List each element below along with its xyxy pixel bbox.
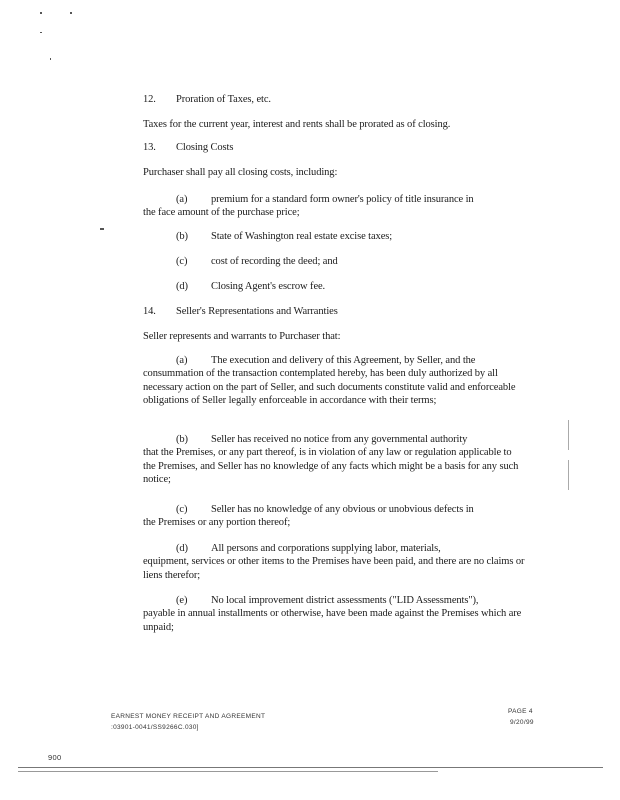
item-text: Seller has no knowledge of any obvious or unobvious defects in bbox=[211, 504, 474, 515]
section-12-body: Taxes for the current year, interest and rents shall be prorated as of closing. bbox=[143, 119, 451, 130]
item-label: (c) bbox=[176, 256, 188, 267]
footer-page-number: PAGE 4 bbox=[508, 708, 533, 715]
item-text: The execution and delivery of this Agreement, by Seller, and the bbox=[211, 355, 476, 366]
section-14-intro: Seller represents and warrants to Purchaser that: bbox=[143, 331, 341, 342]
item-text-continued: payable in annual installments or otherwise, have been made against the Premises which are unpaid; bbox=[143, 608, 522, 633]
item-label: (b) bbox=[176, 434, 188, 445]
item-text: Seller has received no notice from any governmental authority bbox=[211, 434, 468, 445]
scan-edge-line bbox=[18, 771, 438, 772]
scan-speck bbox=[40, 32, 42, 33]
scan-edge-line bbox=[18, 767, 603, 768]
scan-speck bbox=[568, 420, 569, 450]
item-text: All persons and corporations supplying labor, materials, bbox=[211, 543, 441, 554]
scan-speck bbox=[40, 12, 42, 14]
section-12-heading: Proration of Taxes, etc. bbox=[176, 94, 271, 105]
item-label: (e) bbox=[176, 595, 188, 606]
footer-document-title: EARNEST MONEY RECEIPT AND AGREEMENT bbox=[111, 713, 266, 720]
item-text-continued: consummation of the transaction contemplated hereby, has been duly authorized by all necessary action on the part of Seller, and such documents constitute valid and enforceable obligations of Seller legally enforceable in accordance with their terms; bbox=[143, 368, 516, 406]
item-label: (a) bbox=[176, 355, 188, 366]
item-label: (a) bbox=[176, 194, 188, 205]
item-text: premium for a standard form owner's policy of title insurance in bbox=[211, 194, 474, 205]
scan-speck bbox=[70, 12, 72, 14]
scan-speck bbox=[50, 58, 51, 60]
item-text: cost of recording the deed; and bbox=[211, 256, 338, 267]
scan-speck bbox=[100, 228, 104, 230]
section-13-number: 13. bbox=[143, 142, 156, 153]
section-13-heading: Closing Costs bbox=[176, 142, 234, 153]
bates-stamp: 900 bbox=[48, 753, 62, 762]
section-12-number: 12. bbox=[143, 94, 156, 105]
item-text-continued: equipment, services or other items to the Premises have been paid, and there are no claims or liens therefor; bbox=[143, 556, 525, 581]
item-label: (d) bbox=[176, 543, 188, 554]
item-label: (b) bbox=[176, 231, 188, 242]
item-text-continued: the Premises or any portion thereof; bbox=[143, 517, 291, 528]
item-text-continued: the face amount of the purchase price; bbox=[143, 207, 300, 218]
item-text: Closing Agent's escrow fee. bbox=[211, 281, 326, 292]
section-13-intro: Purchaser shall pay all closing costs, including: bbox=[143, 167, 338, 178]
footer-date: 9/20/99 bbox=[510, 719, 534, 726]
footer-document-code: :03901-0041/SS9266C.030] bbox=[111, 724, 199, 731]
item-label: (d) bbox=[176, 281, 188, 292]
section-14-heading: Seller's Representations and Warranties bbox=[176, 306, 338, 317]
item-text: No local improvement district assessments ("LID Assessments"), bbox=[211, 595, 479, 606]
item-label: (c) bbox=[176, 504, 188, 515]
item-text-continued: that the Premises, or any part thereof, is in violation of any law or regulation applicable to the Premises, and Seller has no knowledge of any facts which might be a basis for any such notice; bbox=[143, 447, 519, 485]
item-text: State of Washington real estate excise taxes; bbox=[211, 231, 393, 242]
scan-speck bbox=[568, 460, 569, 490]
section-14-number: 14. bbox=[143, 306, 156, 317]
